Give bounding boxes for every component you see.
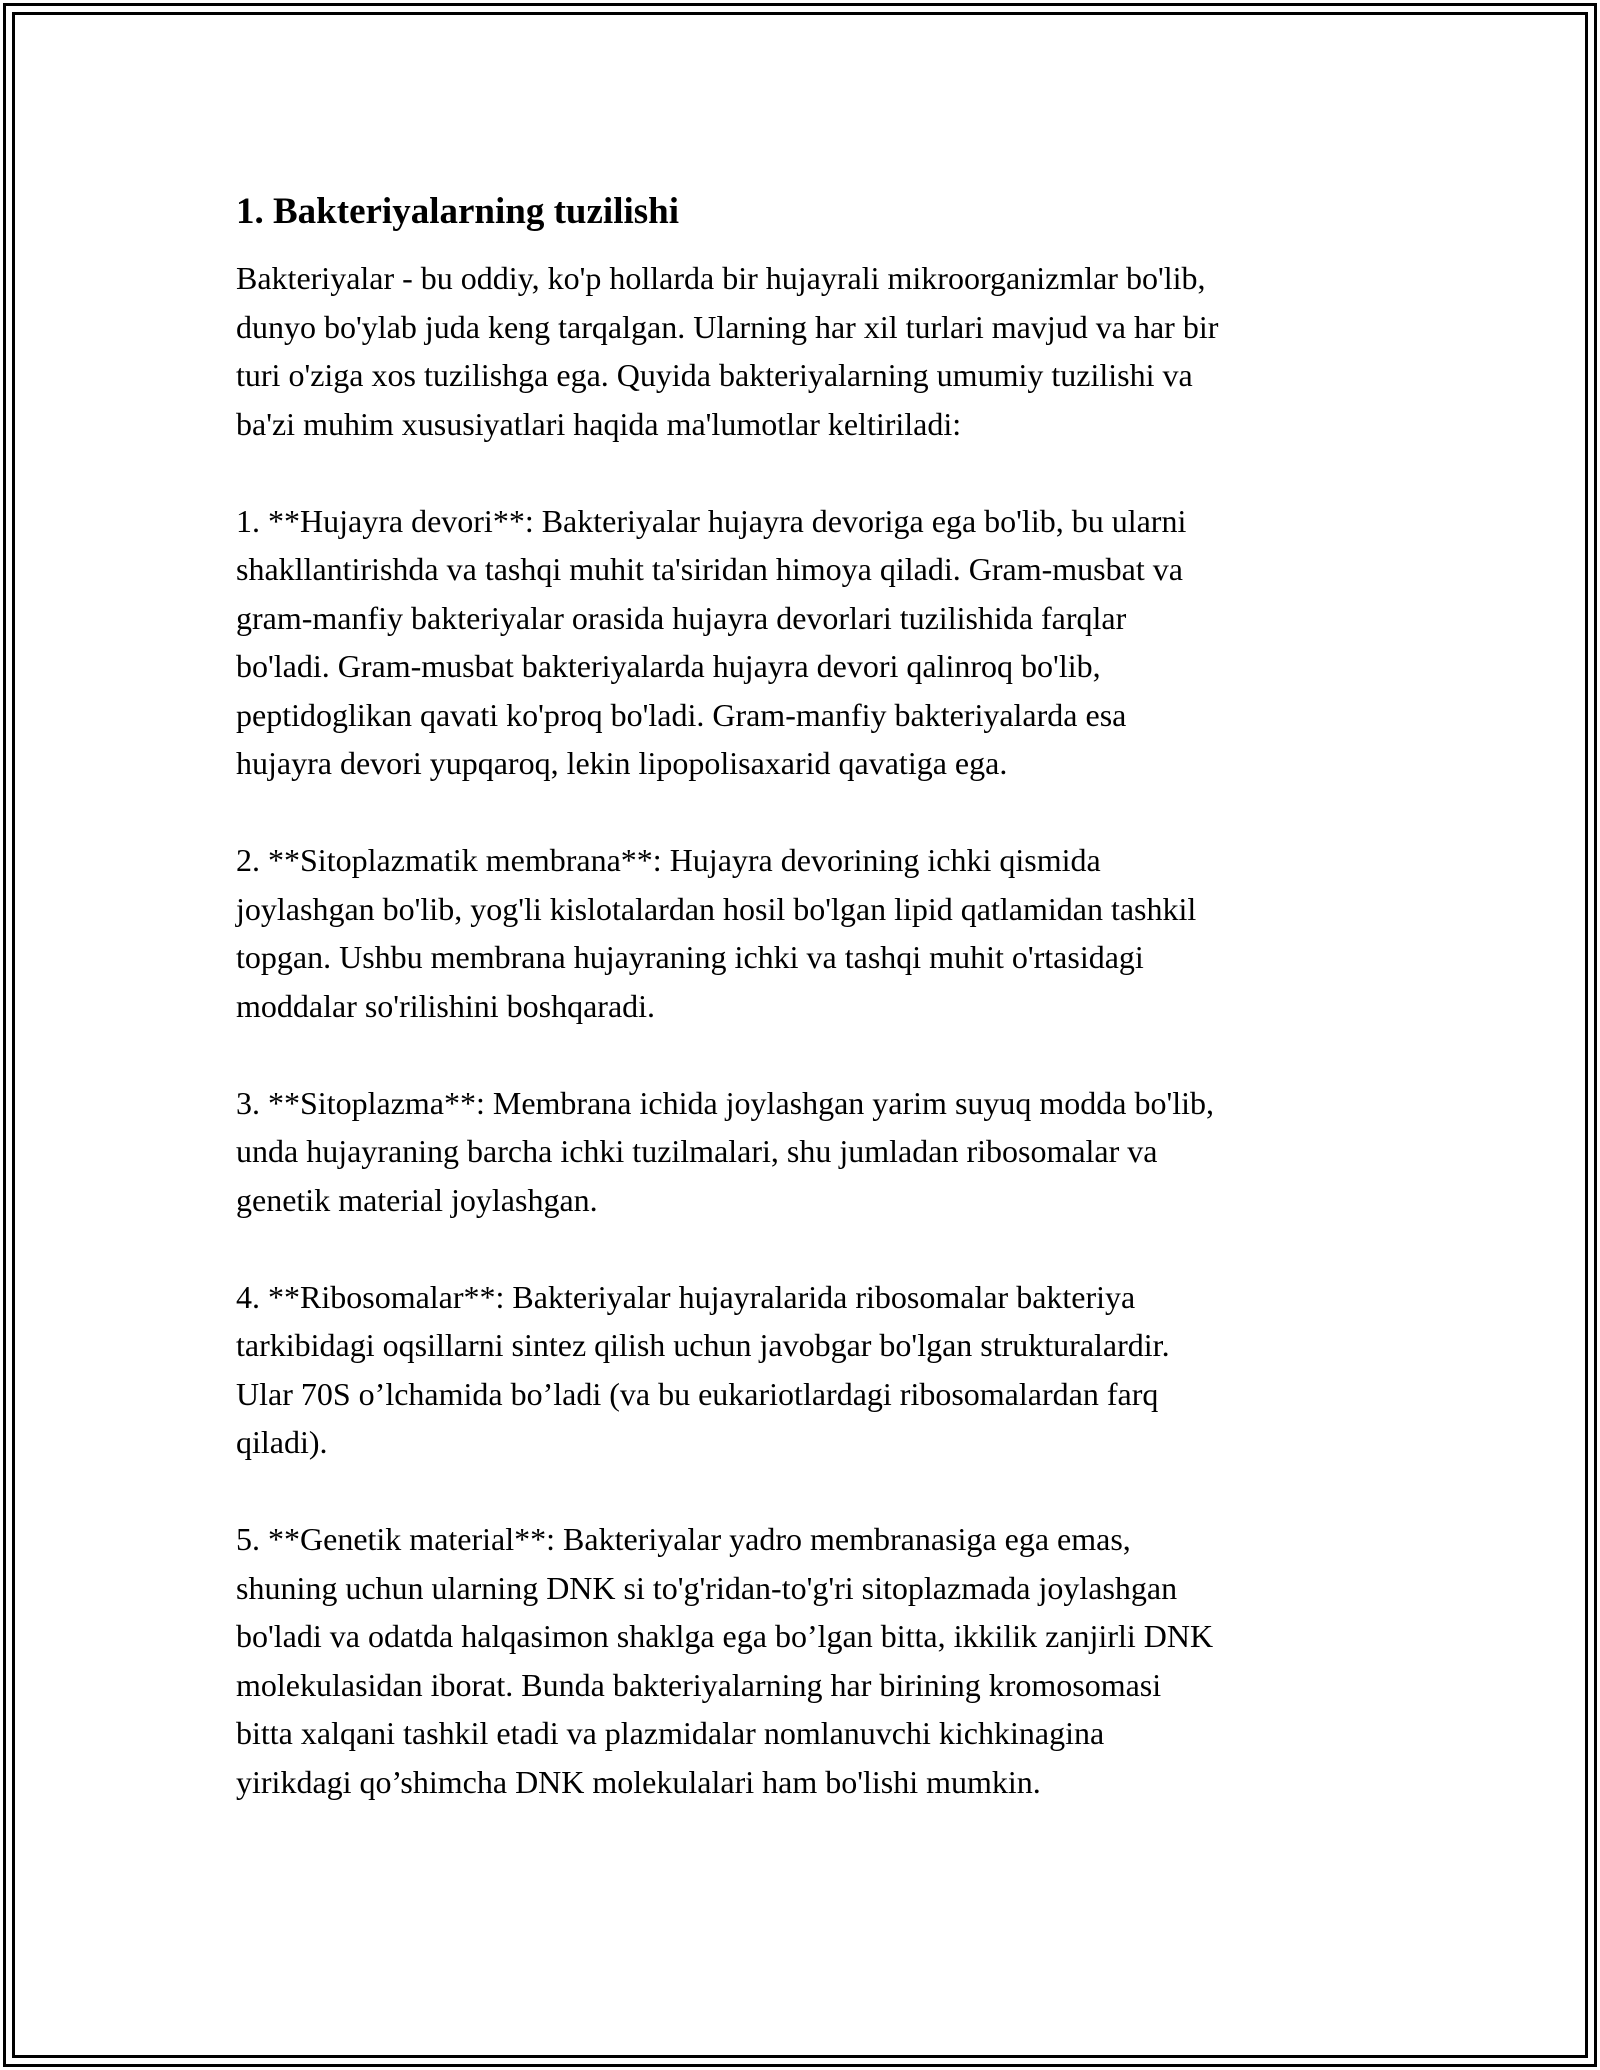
text-line: gram-manfiy bakteriyalar orasida hujayra devorlari tuzilishida farqlar [236, 599, 1127, 636]
text-line: joylashgan bo'lib, yog'li kislotalardan hosil bo'lgan lipid qatlamidan tashkil [236, 890, 1197, 927]
paragraph-4 [236, 1079, 1376, 1225]
paragraph-list [236, 254, 1376, 1806]
document-body [236, 188, 1376, 1855]
text-line: 1. **Hujayra devori**: Bakteriyalar hujayra devoriga ega bo'lib, bu ularni [236, 502, 1187, 539]
text-line: Ular 70S o’lchamida bo’ladi (va bu eukariotlardagi ribosomalardan farq [236, 1375, 1159, 1412]
text-line: bo'ladi va odatda halqasimon shaklga ega bo’lgan bitta, ikkilik zanjirli DNK [236, 1618, 1214, 1654]
text-line: dunyo bo'ylab juda keng tarqalgan. Ularning har xil turlari mavjud va har bir [236, 308, 1219, 345]
text-line: topgan. Ushbu membrana hujayraning ichki va tashqi muhit o'rtasidagi [236, 939, 1144, 975]
text-line: 2. **Sitoplazmatik membrana**: Hujayra devorining ichki qismida [236, 842, 1101, 878]
text-line: ba'zi muhim xususiyatlari haqida ma'lumotlar keltiriladi: [236, 405, 962, 442]
text-line: molekulasidan iborat. Bunda bakteriyalarning har birining kromosomasi [236, 1666, 1162, 1703]
text-line: shakllantirishda va tashqi muhit ta'siridan himoya qiladi. Gram-musbat va [236, 551, 1183, 587]
paragraph-1 [236, 254, 1376, 448]
text-line: turi o'ziga xos tuzilishga ega. Quyida bakteriyalarning umumiy tuzilishi va [236, 357, 1193, 393]
text-line: moddalar so'rilishini boshqaradi. [236, 987, 656, 1024]
text-line: shuning uchun ularning DNK si to'g'ridan-to'g'ri sitoplazmada joylashgan [236, 1569, 1178, 1606]
paragraph-6 [236, 1515, 1376, 1806]
paragraph-3 [236, 836, 1376, 1030]
text-line: Bakteriyalar - bu oddiy, ko'p hollarda bir hujayrali mikroorganizmlar bo'lib, [236, 260, 1206, 296]
text-line: qiladi). [236, 1424, 328, 1460]
text-line: peptidoglikan qavati ko'proq bo'ladi. Gram-manfiy bakteriyalarda esa [236, 696, 1127, 733]
text-line: 3. **Sitoplazma**: Membrana ichida joylashgan yarim suyuq modda bo'lib, [236, 1084, 1215, 1121]
text-line: unda hujayraning barcha ichki tuzilmalari, shu jumladan ribosomalar va [236, 1133, 1158, 1169]
text-line: genetik material joylashgan. [236, 1181, 598, 1218]
text-line: bo'ladi. Gram-musbat bakteriyalarda hujayra devori qalinroq bo'lib, [236, 648, 1101, 684]
text-line: yirikdagi qo’shimcha DNK molekulalari ham bo'lishi mumkin. [236, 1763, 1041, 1800]
section-heading: 1. Bakteriyalarning tuzilishi [236, 191, 680, 232]
text-line: 5. **Genetik material**: Bakteriyalar yadro membranasiga ega emas, [236, 1521, 1131, 1557]
text-line: 4. **Ribosomalar**: Bakteriyalar hujayralarida ribosomalar bakteriya [236, 1278, 1136, 1315]
text-line: hujayra devori yupqaroq, lekin lipopolisaxarid qavatiga ega. [236, 745, 1008, 781]
paragraph-2 [236, 497, 1376, 788]
paragraph-5 [236, 1273, 1376, 1467]
text-line: tarkibidagi oqsillarni sintez qilish uchun javobgar bo'lgan strukturalardir. [236, 1327, 1170, 1363]
text-line: bitta xalqani tashkil etadi va plazmidalar nomlanuvchi kichkinagina [236, 1715, 1105, 1751]
